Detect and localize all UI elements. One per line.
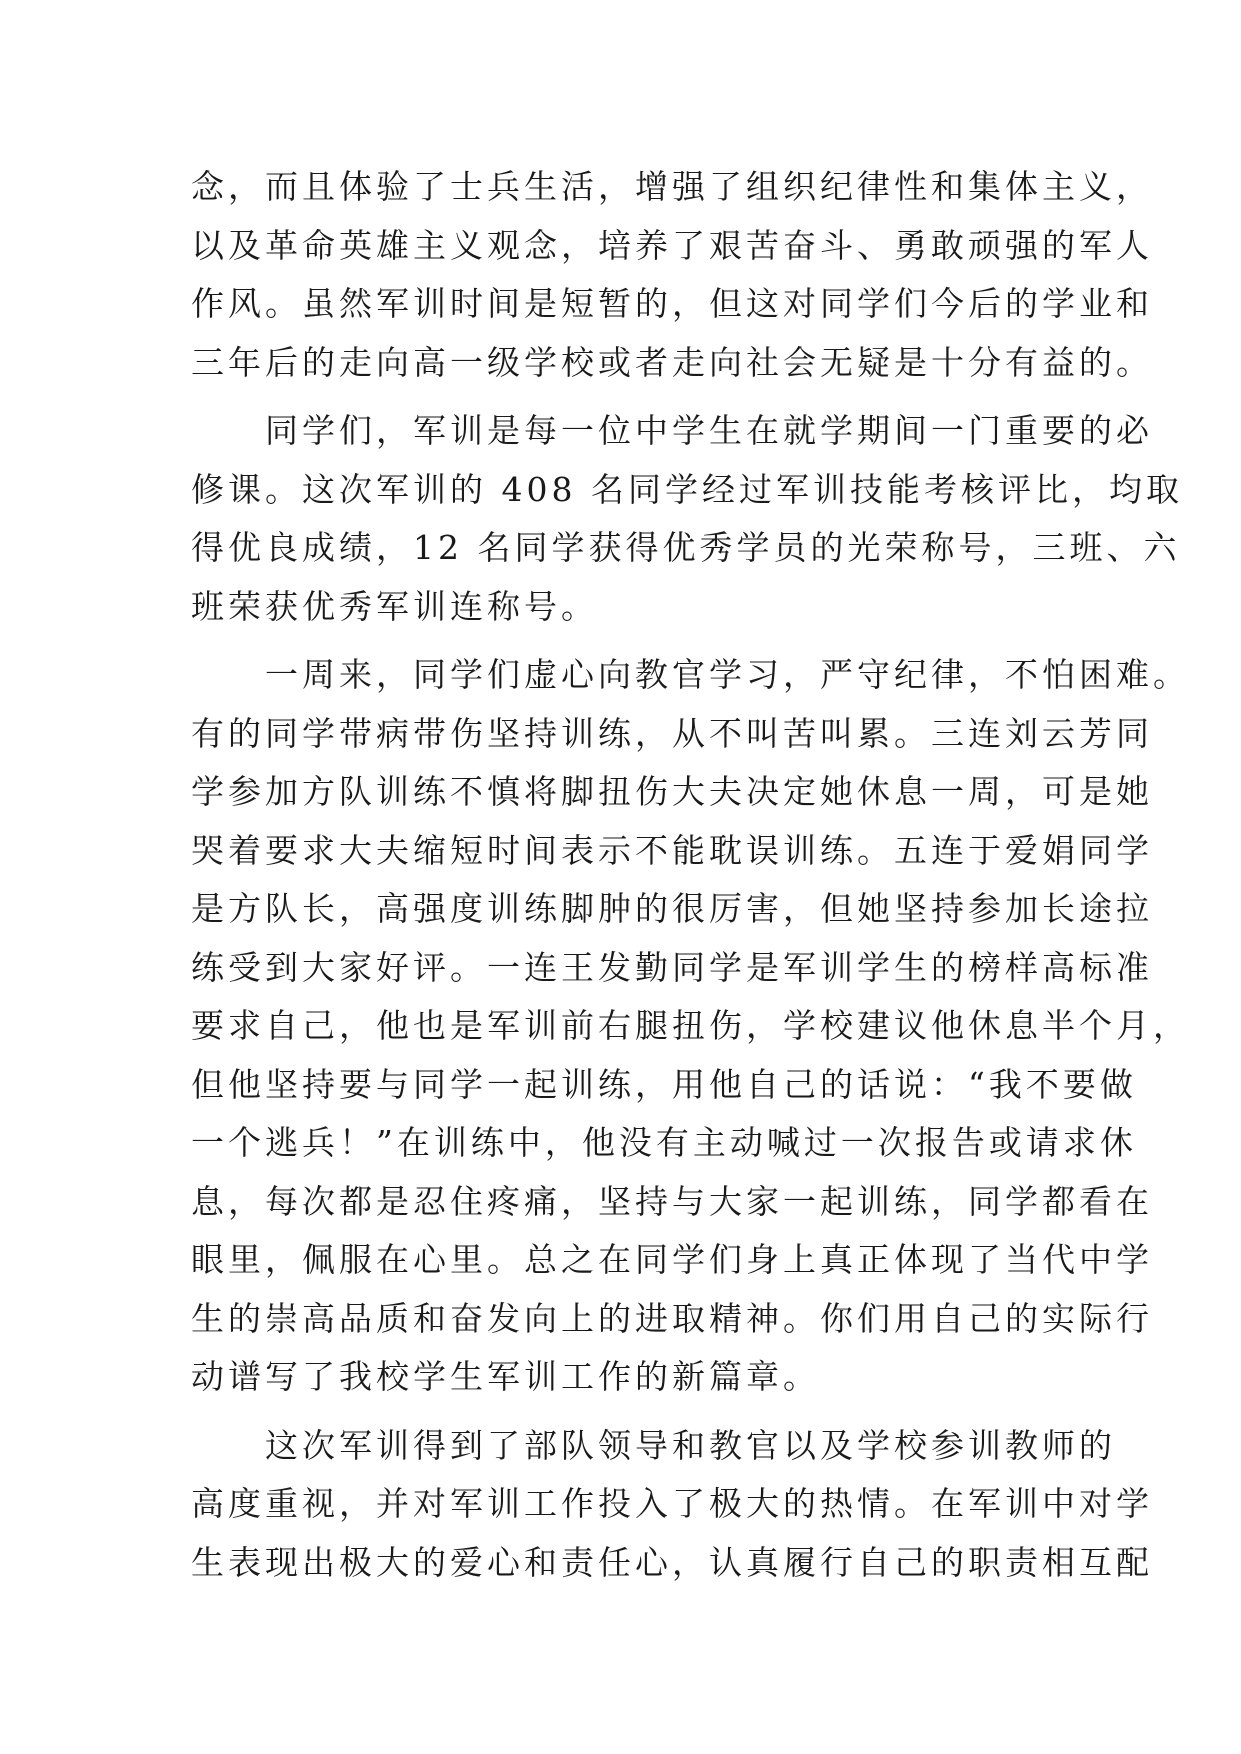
text-line: 眼里，佩服在心里。总之在同学们身上真正体现了当代中学 [191, 1240, 1153, 1279]
text-line: 一个逃兵！”在训练中，他没有主动喊过一次报告或请求休 [191, 1123, 1137, 1162]
document-body [191, 158, 1190, 1592]
text-line: 这次军训得到了部队领导和教官以及学校参训教师的 [191, 1425, 1116, 1465]
text-line: 动谱写了我校学生军训工作的新篇章。 [191, 1357, 820, 1396]
text-line: 念，而且体验了士兵生活，增强了组织纪律性和集体主义， [191, 167, 1153, 206]
paragraph-2 [191, 402, 1183, 636]
text-line: 得优良成绩，12 名同学获得优秀学员的光荣称号，三班、六 [191, 528, 1181, 567]
paragraph-gap [191, 1407, 1051, 1417]
text-line: 要求自己，他也是军训前右腿扭伤，学校建议他休息半个月， [191, 1006, 1190, 1045]
text-line: 高度重视，并对军训工作投入了极大的热情。在军训中对学 [191, 1484, 1153, 1523]
paragraph-3 [191, 646, 1190, 1407]
text-line: 一周来，同学们虚心向教官学习，严守纪律，不怕困难。 [191, 655, 1190, 694]
text-line: 三年后的走向高一级学校或者走向社会无疑是十分有益的。 [191, 342, 1153, 382]
paragraph-gap [191, 636, 1051, 646]
text-line: 生的崇高品质和奋发向上的进取精神。你们用自己的实际行 [191, 1298, 1153, 1338]
text-line: 有的同学带病带伤坚持训练，从不叫苦叫累。三连刘云芳同 [191, 713, 1153, 753]
text-line: 是方队长，高强度训练脚肿的很厉害，但她坚持参加长途拉 [191, 889, 1153, 928]
text-line: 学参加方队训练不慎将脚扭伤大夫决定她休息一周，可是她 [191, 772, 1153, 811]
text-line: 修课。这次军训的 408 名同学经过军训技能考核评比，均取 [191, 469, 1183, 509]
text-line: 以及革命英雄主义观念，培养了艰苦奋斗、勇敢顽强的军人 [191, 225, 1153, 265]
text-line: 同学们，军训是每一位中学生在就学期间一门重要的必 [191, 411, 1153, 450]
text-line: 班荣获优秀军训连称号。 [191, 586, 598, 626]
text-line: 哭着要求大夫缩短时间表示不能耽误训练。五连于爱娟同学 [191, 830, 1153, 870]
paragraph-gap [191, 392, 1051, 402]
text-line: 但他坚持要与同学一起训练，用他自己的话说：“我不要做 [191, 1064, 1137, 1104]
paragraph-1 [191, 158, 1153, 392]
text-line: 练受到大家好评。一连王发勤同学是军训学生的榜样高标准 [191, 947, 1153, 987]
text-line: 息，每次都是忍住疼痛，坚持与大家一起训练，同学都看在 [191, 1181, 1153, 1221]
text-line: 作风。虽然军训时间是短暂的，但这对同学们今后的学业和 [191, 284, 1153, 323]
text-line: 生表现出极大的爱心和责任心，认真履行自己的职责相互配 [191, 1542, 1153, 1582]
paragraph-4 [191, 1417, 1153, 1593]
